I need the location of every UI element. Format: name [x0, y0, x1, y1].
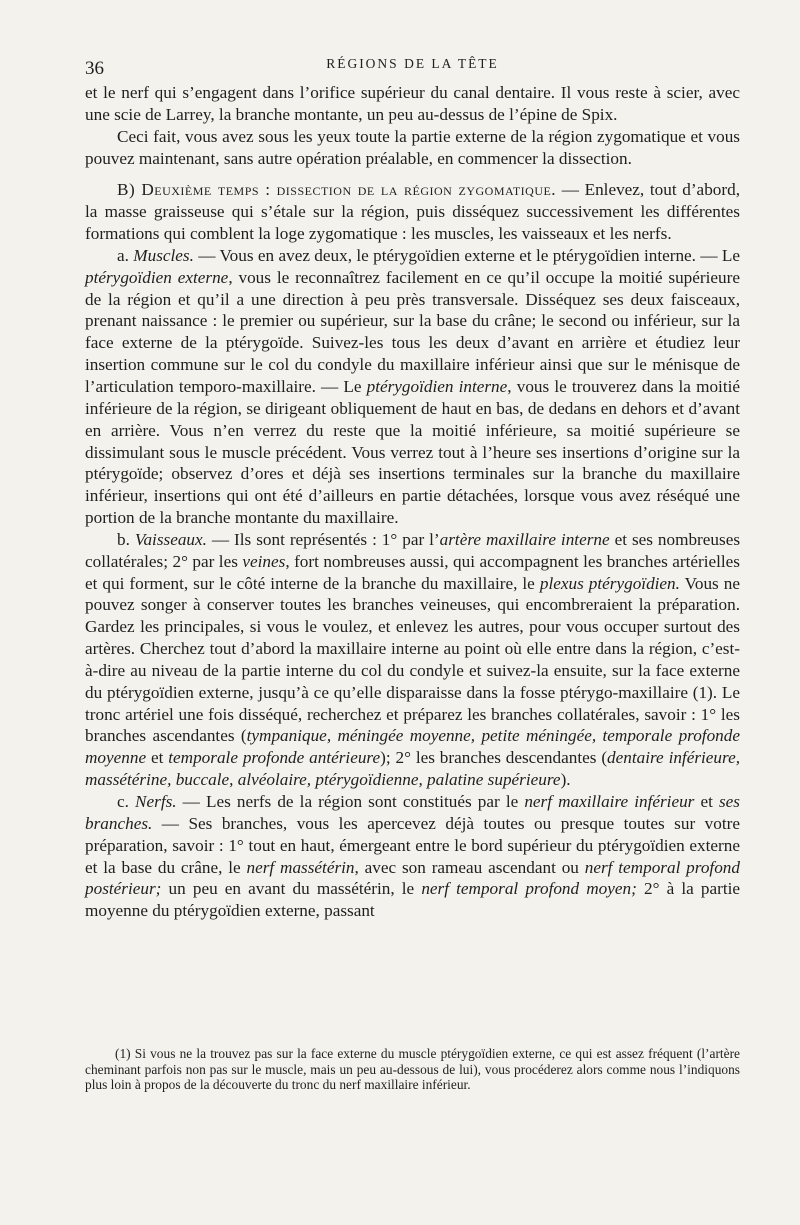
vessels-text-7: ).: [560, 770, 571, 790]
vessels-term-artery: artère maxillaire interne: [439, 529, 610, 549]
footnotes: [85, 1046, 740, 1093]
running-head: RÉGIONS DE LA TÊTE: [326, 56, 499, 71]
vessels-term-plexus: plexus ptérygoïdien.: [539, 573, 680, 593]
nerves-term-maxillary: nerf maxillaire inférieur: [524, 792, 695, 811]
muscles-heading: Muscles.: [133, 245, 194, 265]
muscles-text-2: , vous le reconnaîtrez facilement en ce qu’il occupe la moitié supérieure de la région et qu’il a une direction à peu près transversale. Disséquez ses deux faisceaux, prenant naissance : le premier ou supérieur, sur la base du crâne; le second ou inférieur, sur la face externe de la ptérygoïde. Suivez-les tous les deux d’avant en arrière et étudiez leur insertion commune sur le col du condyle du maxillaire inférieur ainsi que sur le ménisque de l’articulation temporo-maxillaire. — Le: [85, 267, 740, 396]
nerves-term-branches: ses branches.: [85, 792, 740, 833]
nerves-term-middle: nerf temporal profond moyen;: [421, 879, 637, 899]
page-header: [85, 52, 740, 82]
nerves-text-1: — Les nerfs de la région sont constitués par le: [176, 792, 525, 811]
paragraph-continuation: et le nerf qui s’engagent dans l’orifice supérieur du canal dentaire. Il vous reste à scier, avec une scie de Larrey, la branche montante, un peu au-dessus de l’épine de Spix.: [85, 83, 740, 124]
muscles-text-1: — Vous en avez deux, le ptérygoïdien externe et le ptérygoïdien interne. — Le: [193, 245, 740, 265]
vessels-text-3: , fort nombreuses aussi, qui accompagnent les branches artérielles et qui forment, sur le côté interne de la branche du maxillaire, le: [85, 551, 740, 593]
muscles-term-external: ptérygoïdien externe: [85, 267, 229, 287]
second-stage-text: — Enlevez, tout d’abord, la masse graisseuse qui s’étale sur la région, puis disséquez successivement les différentes formations qui comblent la loge zygomatique : les muscles, les vaisseaux et les nerfs.: [85, 180, 740, 244]
section-heading-second-stage: B) Deuxième temps : dissection de la région zygomatique.: [117, 180, 557, 200]
vessels-text-5: et: [146, 748, 169, 768]
vessels-heading: Vaisseaux.: [134, 529, 207, 549]
nerves-marker: c.: [117, 792, 136, 811]
muscles-marker: a.: [117, 245, 134, 265]
vessels-term-ascending: tympanique, méningée moyenne, petite méningée, temporale profonde moyenne: [85, 726, 740, 768]
paragraph-muscles: [85, 245, 740, 529]
muscles-text-3: , vous le trouverez dans la moitié inférieure de la région, se dirigeant obliquement de haut en bas, de dedans en dehors et d’avant en arrière. Vous n’en verrez du reste que la moitié inférieure, sa moitié supérieure se dissimulant sous le muscle précédent. Vous verrez tout à l’heure ses insertions d’origine sur la ptérygoïde; observez d’ores et déjà ses insertions terminales sur la branche du maxillaire inférieur, insertions qui ont été d’ailleurs en partie détachées, lorsque vous avez réséqué une portion de la branche montante du maxillaire.: [85, 376, 740, 528]
muscles-term-internal: ptérygoïdien interne: [366, 376, 508, 396]
vessels-marker: b.: [117, 529, 135, 549]
paragraph-nerves: [85, 791, 740, 922]
vessels-term-veins: veines: [242, 551, 286, 571]
vessels-term-temporal: temporale profonde antérieure: [168, 748, 381, 768]
nerves-text-6: 2° à la partie moyenne du ptérygoïdien externe, passant: [85, 879, 741, 921]
vessels-text-1: — Ils sont représentés : 1° par l’: [206, 529, 440, 549]
body-text: [85, 82, 740, 922]
nerves-text-5: un peu en avant du massétérin, le: [161, 879, 422, 899]
vessels-text-4: Vous ne pouvez songer à conserver toutes les branches veineuses, qui encombreraient la préparation. Gardez les principales, si vous le voulez, et enlevez les autres, pour vous occuper surtout des artères. Cherchez tout d’abord la maxillaire interne au point où elle entre dans la région, c’est-à-dire au niveau de la partie interne du col du condyle et suivez-la ensuite, sur la face externe du ptérygoïdien externe, jusqu’à ce qu’elle disparaisse dans la fosse ptérygo-maxillaire (1). Le tronc artériel une fois disséqué, recherchez et préparez les branches collatérales, savoir : 1° les branches ascendantes (: [85, 573, 741, 746]
paragraph-second-stage: [85, 179, 740, 245]
nerves-term-posterior: nerf temporal profond postérieur;: [85, 857, 740, 899]
paragraph-zygomatic-view: Ceci fait, vous avez sous les yeux toute la partie externe de la région zygomatique et vous pouvez maintenant, sans autre opération préalable, en commencer la dissection.: [85, 126, 740, 168]
nerves-term-masseteric: nerf massétérin: [246, 857, 355, 877]
vessels-text-2: et ses nombreuses collatérales; 2° par les: [85, 529, 741, 571]
nerves-heading: Nerfs.: [135, 792, 177, 811]
nerves-text-4: , avec son rameau ascendant ou: [354, 857, 585, 877]
nerves-text-2: et: [694, 792, 719, 811]
vessels-text-6: ); 2° les branches descendantes (: [380, 748, 608, 768]
nerves-text-3: — Ses branches, vous les apercevez déjà toutes ou presque toutes sur votre préparation, savoir : 1° tout en haut, émergeant entre le bord supérieur du ptérygoïdien externe et la base du crâne, le: [85, 813, 740, 877]
paragraph-vessels: [85, 529, 740, 791]
page-number: 36: [85, 58, 104, 79]
vessels-term-descending: dentaire inférieure, massétérine, buccale, alvéolaire, ptérygoïdienne, palatine supérieure: [85, 748, 741, 790]
footnote-1: (1) Si vous ne la trouvez pas sur la face externe du muscle ptérygoïdien externe, ce qui est assez fréquent (l’artère cheminant parfois non pas sur le muscle, mais un peu au-dessous de lui), vous procéderez alors comme nous l’indiquons plus loin à propos de la découverte du tronc du nerf maxillaire inférieur.: [85, 1046, 740, 1093]
